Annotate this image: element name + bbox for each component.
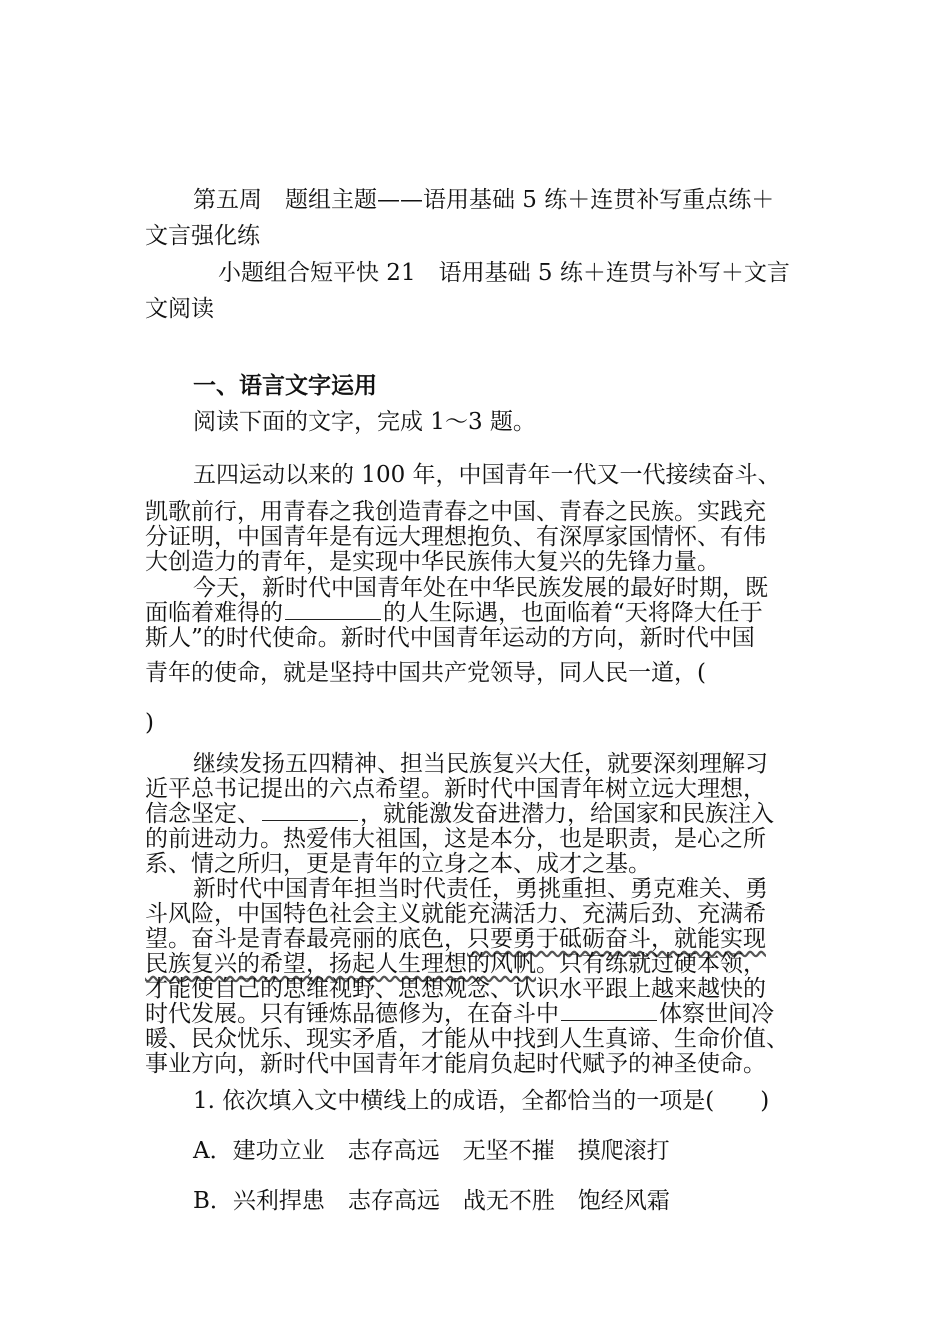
passage-p2-line-3: 斯人”的时代使命。新时代中国青年运动的方向，新时代中国 [145, 625, 755, 651]
subtitle-line-2: 文阅读 [145, 296, 214, 322]
passage-p1-line-1: 五四运动以来的 100 年，中国青年一代又一代接续奋斗、 [193, 462, 781, 488]
blank-2 [262, 800, 358, 821]
section-instruction: 阅读下面的文字，完成 1～3 题。 [193, 409, 536, 435]
blank-1 [285, 599, 381, 620]
title-line-1: 第五周 题组主题——语用基础 5 练＋连贯补写重点练＋ [193, 187, 775, 213]
section-heading: 一、语言文字运用 [193, 373, 377, 399]
passage-p2-line-2-post: 的人生际遇，也面临着“天将降大任于 [383, 600, 763, 626]
question-1-option-b: B．兴利捍患 志存高远 战无不胜 饱经风霜 [193, 1188, 670, 1214]
title-line-2: 文言强化练 [145, 223, 260, 249]
passage-p1-line-4: 大创造力的青年，是实现中华民族伟大复兴的先锋力量。 [145, 549, 720, 575]
subtitle-line-1: 小题组合短平快 21 语用基础 5 练＋连贯与补写＋文言 [218, 260, 790, 286]
wavy-underline-text-2: 民族复兴的希望，扬起人生理想的风帆 [145, 951, 536, 977]
passage-p2-line-1: 今天，新时代中国青年处在中华民族发展的最好时期，既 [193, 575, 768, 601]
passage-p1-line-3: 分证明，中国青年是有远大理想抱负、有深厚家国情怀、有伟 [145, 524, 766, 550]
passage-p3-line-3-post: ，就能激发奋进潜力，给国家和民族注入 [360, 801, 774, 827]
wavy-underline-text-1: 只要勇于砥砺奋斗，就能实现 [467, 926, 766, 952]
question-1-option-a: A．建功立业 志存高远 无坚不摧 摸爬滚打 [193, 1138, 670, 1164]
passage-p3-line-1: 继续发扬五四精神、担当民族复兴大任，就要深刻理解习 [193, 751, 768, 777]
passage-p4-line-6-pre: 时代发展。只有锤炼品德修为，在奋斗中 [145, 1001, 559, 1027]
passage-p4-line-5: 才能使自己的思维视野、思想观念、认识水平跟上越来越快的 [145, 976, 766, 1002]
passage-p3-line-3-pre: 信念坚定、 [145, 801, 260, 827]
question-1-stem: 1. 依次填入文中横线上的成语，全都恰当的一项是( ) [193, 1088, 770, 1114]
passage-p3-line-4: 的前进动力。热爱伟大祖国，这是本分，也是职责，是心之所 [145, 826, 766, 852]
blank-3 [561, 1000, 657, 1021]
passage-p4-line-1: 新时代中国青年担当时代责任，勇挑重担、勇克难关、勇 [193, 876, 768, 902]
passage-p4-line-2: 斗风险，中国特色社会主义就能充满活力、充满后劲、充满希 [145, 901, 766, 927]
passage-p2-line-5: ) [145, 710, 154, 736]
passage-p4-line-3-pre: 望。奋斗是青春最亮丽的底色， [145, 926, 467, 952]
passage-p4-line-6-post: 体察世间冷 [659, 1001, 774, 1027]
passage-p2-line-2-pre: 面临着难得的 [145, 600, 283, 626]
passage-p1-line-2: 凯歌前行，用青春之我创造青春之中国、青春之民族。实践充 [145, 499, 766, 525]
passage-p3-line-2: 近平总书记提出的六点希望。新时代中国青年树立远大理想， [145, 776, 766, 802]
passage-p3-line-5: 系、情之所归，更是青年的立身之本、成才之基。 [145, 851, 651, 877]
passage-p4-line-4-post: 。只有练就过硬本领， [536, 951, 766, 977]
passage-p2-line-4: 青年的使命，就是坚持中国共产党领导，同人民一道，( [145, 660, 706, 686]
passage-p4-line-7: 暖、民众忧乐、现实矛盾，才能从中找到人生真谛、生命价值、 [145, 1026, 789, 1052]
passage-p4-line-8: 事业方向，新时代中国青年才能肩负起时代赋予的神圣使命。 [145, 1051, 766, 1077]
